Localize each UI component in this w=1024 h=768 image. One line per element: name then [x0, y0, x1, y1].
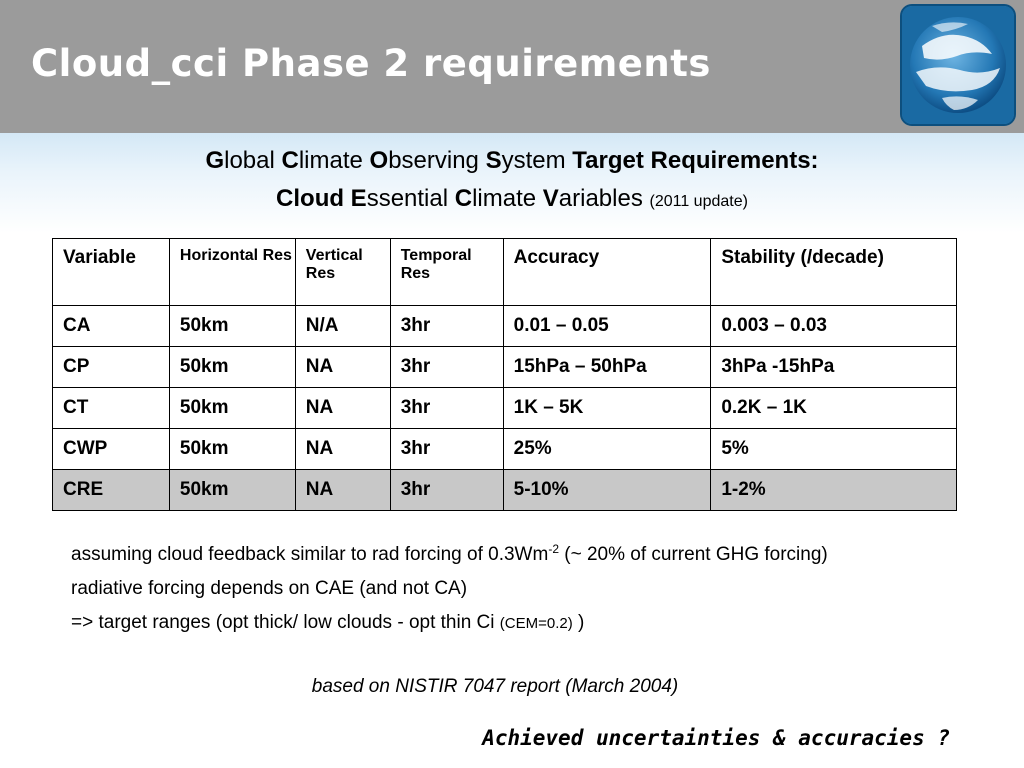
column-header: Vertical Res — [295, 239, 390, 306]
table-cell: CP — [53, 347, 170, 388]
subtitle-initial: V — [542, 185, 559, 212]
title-bar — [0, 0, 1024, 133]
table-cell: 5% — [711, 429, 957, 470]
table-cell: 50km — [169, 347, 295, 388]
table-cell: 0.01 – 0.05 — [503, 306, 711, 347]
subtitle-word: lobal — [224, 147, 282, 174]
subtitle-initial: C — [454, 185, 473, 212]
subtitle-word: ystem — [501, 147, 573, 174]
table-cell: CRE — [53, 470, 170, 511]
table-cell: 50km — [169, 429, 295, 470]
subtitle-initial: S — [485, 147, 502, 174]
slide-title: Cloud_cci Phase 2 requirements — [31, 42, 711, 85]
column-header: Variable — [53, 239, 170, 306]
subtitle-update-note: (2011 update) — [649, 193, 748, 210]
source-note: based on NISTIR 7047 report (March 2004) — [311, 676, 679, 697]
note-text: assuming cloud feedback similar to rad forcing of 0.3Wm — [71, 544, 549, 565]
table-cell: 3hr — [390, 470, 503, 511]
table-cell: 3hr — [390, 429, 503, 470]
table-cell: 15hPa – 50hPa — [503, 347, 711, 388]
table-row — [53, 429, 957, 470]
table-cell: NA — [295, 388, 390, 429]
table-cell: 25% — [503, 429, 711, 470]
table-cell: 3hr — [390, 306, 503, 347]
note-superscript: -2 — [548, 542, 559, 556]
note-text: ) — [572, 612, 585, 633]
requirements-table — [52, 238, 957, 511]
subtitle-line-1 — [0, 142, 1024, 180]
column-header: Stability (/decade) — [711, 239, 957, 306]
table-cell: 5-10% — [503, 470, 711, 511]
table-row-highlighted — [53, 470, 957, 511]
notes-block — [71, 538, 971, 641]
earth-globe-icon — [900, 4, 1016, 126]
table-cell: 1-2% — [711, 470, 957, 511]
column-header: Accuracy — [503, 239, 711, 306]
table-cell: CT — [53, 388, 170, 429]
subtitle-line-2 — [0, 180, 1024, 221]
table-cell: 50km — [169, 306, 295, 347]
note-line-2: radiative forcing depends on CAE (and not CA) — [71, 578, 468, 599]
note-small-text: (CEM=0.2) — [499, 615, 573, 632]
table-cell: 3hr — [390, 388, 503, 429]
table-cell: 0.2K – 1K — [711, 388, 957, 429]
subtitle-word: bserving — [388, 147, 486, 174]
column-header: Temporal Res — [390, 239, 503, 306]
table-cell: 1K – 5K — [503, 388, 711, 429]
table-header-row — [53, 239, 957, 306]
closing-question: Achieved uncertainties & accuracies ? — [482, 726, 950, 750]
note-line-3 — [71, 606, 971, 641]
subtitle-initial: O — [369, 147, 389, 174]
table-cell: 50km — [169, 470, 295, 511]
subtitle-initial: Cloud E — [276, 185, 367, 212]
subtitle-word: limate — [472, 185, 543, 212]
table-cell: 3hr — [390, 347, 503, 388]
subtitle — [0, 142, 1024, 221]
note-line-1 — [71, 538, 971, 572]
table-row — [53, 388, 957, 429]
column-header: Horizontal Res — [169, 239, 295, 306]
table-cell: CWP — [53, 429, 170, 470]
table-cell: 0.003 – 0.03 — [711, 306, 957, 347]
table-cell: CA — [53, 306, 170, 347]
subtitle-word: limate — [298, 147, 370, 174]
note-text: => target ranges (opt thick/ low clouds - opt thin Ci — [71, 612, 500, 633]
subtitle-word: ssential — [366, 185, 455, 212]
table-cell: N/A — [295, 306, 390, 347]
table-cell: NA — [295, 429, 390, 470]
subtitle-initial: C — [281, 147, 299, 174]
table-cell: NA — [295, 470, 390, 511]
table-row — [53, 347, 957, 388]
table-cell: 50km — [169, 388, 295, 429]
note-text: (~ 20% of current GHG forcing) — [559, 544, 828, 565]
table-row — [53, 306, 957, 347]
table-cell: 3hPa -15hPa — [711, 347, 957, 388]
subtitle-word: ariables — [558, 185, 650, 212]
subtitle-initial: G — [205, 147, 225, 174]
subtitle-initial: Target Requirements: — [572, 147, 819, 174]
table-cell: NA — [295, 347, 390, 388]
